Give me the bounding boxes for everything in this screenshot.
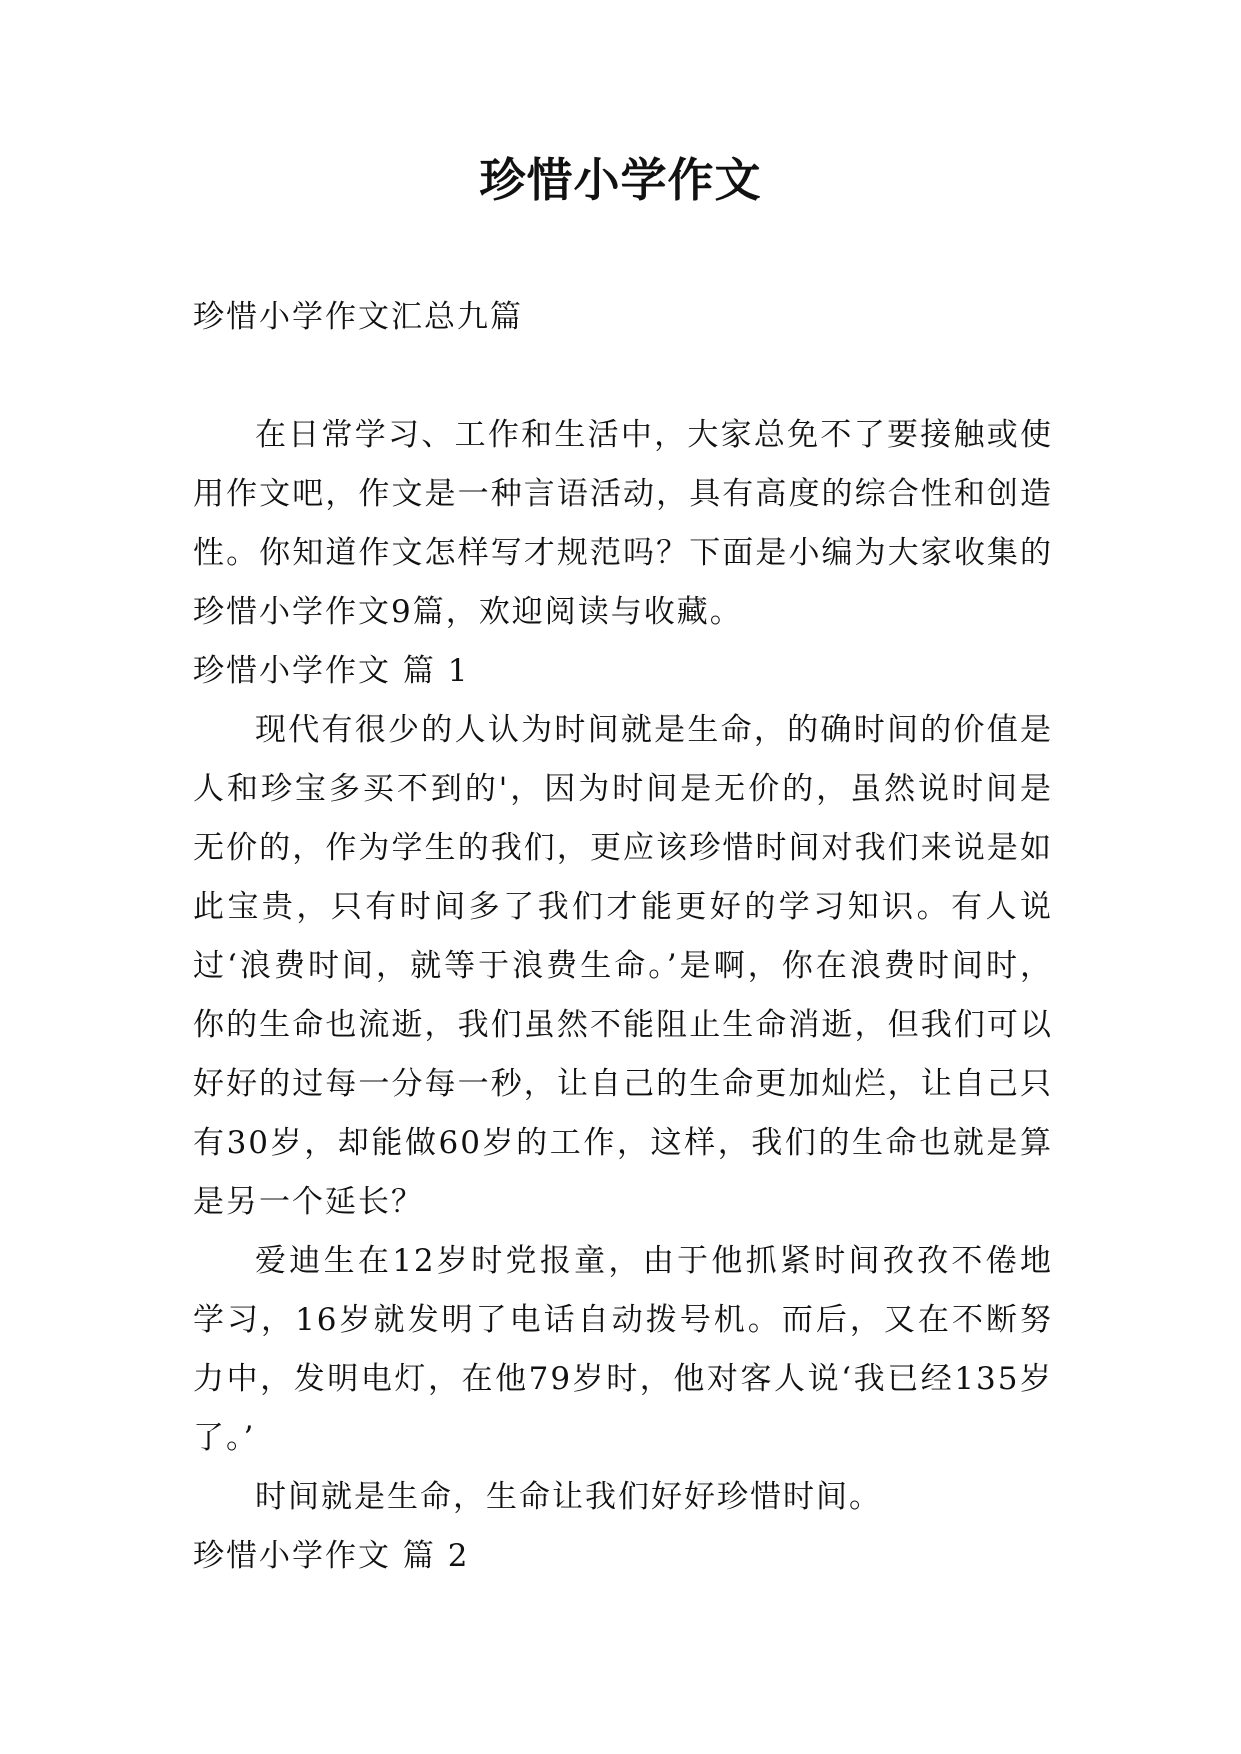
body-paragraph: 时间就是生命，生命让我们好好珍惜时间。 <box>255 1479 882 1515</box>
document-subtitle: 珍惜小学作文汇总九篇 <box>193 299 523 335</box>
body-paragraph: 现代有很少的人认为时间就是生命，的确时间的价值是人和珍宝多买不到的'，因为时间是无价的，虽然说时间是无价的，作为学生的我们，更应该珍惜时间对我们来说是如此宝贵，只有时间多了我们才能更好的学习知识。有人说过‘浪费时间，就等于浪费生命。’是啊，你在浪费时间时，你的生命也流逝，我们虽然不能阻止生命消逝，但我们可以好好的过每一分每一秒，让自己的生命更加灿烂，让自己只有30岁，却能做60岁的工作，这样，我们的生命也就是算是另一个延长？ <box>193 712 1053 1220</box>
document-title: 珍惜小学作文 <box>479 153 762 207</box>
document-body <box>193 288 1053 1586</box>
section-heading: 珍惜小学作文 篇 2 <box>193 1538 470 1574</box>
section-heading: 珍惜小学作文 篇 1 <box>193 653 470 689</box>
intro-paragraph: 在日常学习、工作和生活中，大家总免不了要接触或使用作文吧，作文是一种言语活动，具有高度的综合性和创造性。你知道作文怎样写才规范吗？下面是小编为大家收集的珍惜小学作文9篇，欢迎阅读与收藏。 <box>193 417 1053 630</box>
body-paragraph: 爱迪生在12岁时党报童，由于他抓紧时间孜孜不倦地学习，16岁就发明了电话自动拨号机。而后，又在不断努力中，发明电灯，在他79岁时，他对客人说‘我已经135岁了。’ <box>193 1243 1053 1456</box>
